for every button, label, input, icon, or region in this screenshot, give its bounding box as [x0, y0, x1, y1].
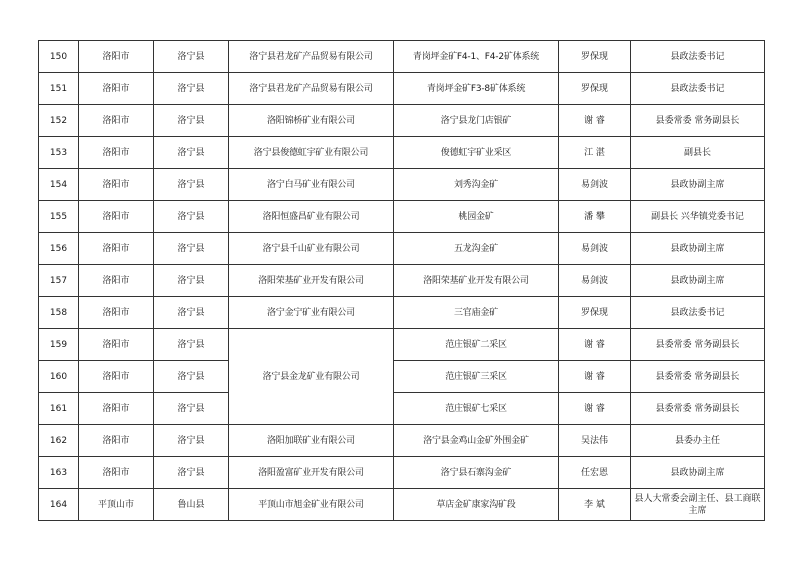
- cell-person: [559, 41, 631, 73]
- cell-person: [559, 425, 631, 457]
- cell-person: [559, 233, 631, 265]
- cell-person-text: 易剑波: [580, 179, 608, 190]
- cell-person: [559, 137, 631, 169]
- table-row: [39, 233, 765, 265]
- table-row: [39, 137, 765, 169]
- cell-mine: [394, 297, 559, 329]
- cell-company: [229, 457, 394, 489]
- cell-county: [154, 169, 229, 201]
- cell-city-text: 洛阳市: [102, 211, 130, 222]
- table-row: [39, 73, 765, 105]
- table-row: [39, 169, 765, 201]
- cell-position-text: 县政法委书记: [670, 83, 725, 94]
- cell-position: [631, 425, 765, 457]
- cell-city: [79, 297, 154, 329]
- cell-county: [154, 425, 229, 457]
- cell-no: [39, 297, 79, 329]
- cell-no: [39, 137, 79, 169]
- cell-mine: [394, 233, 559, 265]
- cell-city: [79, 73, 154, 105]
- table-row: [39, 105, 765, 137]
- table-row: [39, 265, 765, 297]
- cell-mine: [394, 105, 559, 137]
- cell-position-text: 县委办主任: [674, 435, 720, 446]
- cell-person: [559, 169, 631, 201]
- mine-responsibility-table: [38, 40, 765, 521]
- cell-company-text: 洛宁县千山矿业有限公司: [262, 243, 360, 254]
- cell-person-text: 潘 攀: [584, 211, 605, 222]
- cell-city-text: 洛阳市: [102, 435, 130, 446]
- cell-company-text: 洛阳锦桥矿业有限公司: [266, 115, 355, 126]
- table-row: [39, 425, 765, 457]
- cell-person-text: 谢 睿: [584, 371, 605, 382]
- cell-mine-text: 洛宁县石寨沟金矿: [440, 467, 512, 478]
- cell-position: [631, 361, 765, 393]
- cell-mine-text: 五龙沟金矿: [453, 243, 498, 254]
- table-row: [39, 329, 765, 361]
- cell-position-text: 县委常委 常务副县长: [655, 403, 740, 414]
- cell-city: [79, 137, 154, 169]
- cell-city-text: 洛阳市: [102, 115, 130, 126]
- cell-position-text: 县政协副主席: [670, 243, 725, 254]
- cell-person: [559, 457, 631, 489]
- cell-person: [559, 265, 631, 297]
- cell-no-text: 158: [49, 307, 68, 318]
- cell-city-text: 洛阳市: [102, 403, 130, 414]
- cell-person: [559, 297, 631, 329]
- cell-mine-text: 范庄银矿七采区: [445, 403, 507, 414]
- table-row: [39, 361, 765, 393]
- cell-city: [79, 105, 154, 137]
- cell-county: [154, 489, 229, 521]
- cell-no-text: 150: [49, 51, 68, 62]
- cell-mine-text: 范庄银矿二采区: [445, 339, 507, 350]
- cell-no: [39, 489, 79, 521]
- cell-no: [39, 457, 79, 489]
- cell-county: [154, 105, 229, 137]
- document-page: [38, 40, 764, 521]
- cell-no-text: 162: [49, 435, 68, 446]
- cell-position: [631, 169, 765, 201]
- cell-city: [79, 265, 154, 297]
- cell-person-text: 吴法伟: [580, 435, 608, 446]
- cell-city: [79, 169, 154, 201]
- cell-position-text: 县委常委 常务副县长: [655, 339, 740, 350]
- cell-city: [79, 329, 154, 361]
- cell-position-text: 县委常委 常务副县长: [655, 115, 740, 126]
- cell-company-text: 洛阳盈富矿业开发有限公司: [258, 467, 364, 478]
- cell-city-text: 洛阳市: [102, 243, 130, 254]
- cell-person: [559, 489, 631, 521]
- cell-city-text: 平顶山市: [97, 499, 134, 510]
- cell-position: [631, 201, 765, 233]
- cell-company-text: 洛宁县君龙矿产品贸易有限公司: [249, 51, 373, 62]
- cell-person-text: 李 斌: [584, 499, 605, 510]
- table-row: [39, 393, 765, 425]
- cell-company-text: 洛宁金宁矿业有限公司: [266, 307, 355, 318]
- cell-county-text: 鲁山县: [177, 499, 205, 510]
- cell-no-text: 154: [49, 179, 68, 190]
- cell-no: [39, 393, 79, 425]
- cell-no-text: 163: [49, 467, 68, 478]
- table-row: [39, 201, 765, 233]
- cell-position-text: 县政协副主席: [670, 275, 725, 286]
- cell-person-text: 易剑波: [580, 243, 608, 254]
- cell-no-text: 156: [49, 243, 68, 254]
- cell-no: [39, 233, 79, 265]
- cell-company-text: 洛宁县俊德虹宇矿业有限公司: [253, 147, 369, 158]
- cell-mine-text: 洛宁县金鸡山金矿外围金矿: [423, 435, 529, 446]
- cell-city-text: 洛阳市: [102, 51, 130, 62]
- table-body: [39, 41, 765, 521]
- cell-company-text: 洛阳加联矿业有限公司: [266, 435, 355, 446]
- cell-mine: [394, 425, 559, 457]
- cell-county-text: 洛宁县: [177, 371, 205, 382]
- cell-position: [631, 489, 765, 521]
- cell-company: [229, 425, 394, 457]
- cell-person: [559, 201, 631, 233]
- cell-person-text: 谢 睿: [584, 403, 605, 414]
- cell-position-text: 县政法委书记: [670, 307, 725, 318]
- cell-no: [39, 169, 79, 201]
- cell-person-text: 罗保现: [580, 307, 608, 318]
- cell-no-text: 153: [49, 147, 68, 158]
- cell-city: [79, 457, 154, 489]
- cell-no-text: 155: [49, 211, 68, 222]
- cell-no: [39, 201, 79, 233]
- cell-county-text: 洛宁县: [177, 211, 205, 222]
- cell-county-text: 洛宁县: [177, 83, 205, 94]
- cell-no: [39, 41, 79, 73]
- cell-county-text: 洛宁县: [177, 179, 205, 190]
- cell-position-text: 副县长: [683, 147, 711, 158]
- cell-company: [229, 233, 394, 265]
- cell-company: [229, 297, 394, 329]
- cell-city: [79, 361, 154, 393]
- table-row: [39, 41, 765, 73]
- cell-mine-text: 洛阳荣基矿业开发有限公司: [423, 275, 529, 286]
- cell-county-text: 洛宁县: [177, 307, 205, 318]
- cell-position: [631, 297, 765, 329]
- cell-county-text: 洛宁县: [177, 467, 205, 478]
- cell-position: [631, 41, 765, 73]
- cell-city-text: 洛阳市: [102, 147, 130, 158]
- cell-city-text: 洛阳市: [102, 371, 130, 382]
- cell-city: [79, 425, 154, 457]
- cell-company: [229, 329, 394, 425]
- cell-person-text: 任宏恩: [580, 467, 608, 478]
- cell-no-text: 152: [49, 115, 68, 126]
- cell-no: [39, 265, 79, 297]
- cell-position: [631, 393, 765, 425]
- cell-county: [154, 265, 229, 297]
- cell-county: [154, 329, 229, 361]
- cell-person-text: 罗保现: [580, 83, 608, 94]
- cell-county: [154, 297, 229, 329]
- cell-no: [39, 425, 79, 457]
- cell-person: [559, 329, 631, 361]
- cell-county: [154, 137, 229, 169]
- cell-city-text: 洛阳市: [102, 83, 130, 94]
- cell-position-text: 县人大常委会副主任、县工商联主席: [634, 493, 761, 516]
- cell-mine: [394, 265, 559, 297]
- cell-mine: [394, 137, 559, 169]
- cell-mine: [394, 457, 559, 489]
- cell-person: [559, 393, 631, 425]
- cell-mine: [394, 73, 559, 105]
- cell-person-text: 谢 睿: [584, 115, 605, 126]
- cell-no-text: 157: [49, 275, 68, 286]
- cell-position: [631, 73, 765, 105]
- cell-company-text: 平顶山市旭金矿业有限公司: [258, 499, 364, 510]
- cell-county-text: 洛宁县: [177, 115, 205, 126]
- cell-mine-text: 范庄银矿三采区: [445, 371, 507, 382]
- cell-mine: [394, 201, 559, 233]
- cell-person: [559, 105, 631, 137]
- cell-position: [631, 329, 765, 361]
- cell-company: [229, 41, 394, 73]
- cell-city: [79, 201, 154, 233]
- cell-mine-text: 草店金矿康家沟矿段: [436, 499, 516, 510]
- cell-mine-text: 俊德虹宇矿业采区: [440, 147, 512, 158]
- cell-county-text: 洛宁县: [177, 51, 205, 62]
- cell-city-text: 洛阳市: [102, 467, 130, 478]
- cell-county: [154, 393, 229, 425]
- cell-company: [229, 137, 394, 169]
- cell-company: [229, 201, 394, 233]
- cell-city: [79, 233, 154, 265]
- cell-no: [39, 73, 79, 105]
- cell-mine-text: 青岗坪金矿F4-1、F4-2矿体系统: [412, 51, 540, 62]
- cell-company-text: 洛宁白马矿业有限公司: [266, 179, 355, 190]
- cell-person-text: 谢 睿: [584, 339, 605, 350]
- cell-position: [631, 105, 765, 137]
- cell-county-text: 洛宁县: [177, 243, 205, 254]
- cell-mine: [394, 361, 559, 393]
- cell-city-text: 洛阳市: [102, 179, 130, 190]
- cell-mine-text: 青岗坪金矿F3-8矿体系统: [426, 83, 526, 94]
- cell-company: [229, 169, 394, 201]
- cell-city: [79, 393, 154, 425]
- cell-county-text: 洛宁县: [177, 275, 205, 286]
- cell-company-text: 洛宁县金龙矿业有限公司: [262, 371, 360, 382]
- cell-position-text: 县政法委书记: [670, 51, 725, 62]
- cell-mine-text: 桃园金矿: [458, 211, 494, 222]
- table-row: [39, 457, 765, 489]
- cell-county-text: 洛宁县: [177, 147, 205, 158]
- cell-mine: [394, 393, 559, 425]
- cell-county: [154, 201, 229, 233]
- cell-city-text: 洛阳市: [102, 339, 130, 350]
- cell-person-text: 易剑波: [580, 275, 608, 286]
- cell-mine: [394, 41, 559, 73]
- cell-no: [39, 361, 79, 393]
- table-row: [39, 489, 765, 521]
- cell-position-text: 副县长 兴华镇党委书记: [651, 211, 744, 222]
- cell-company: [229, 73, 394, 105]
- cell-county: [154, 457, 229, 489]
- cell-mine-text: 洛宁县龙门店银矿: [440, 115, 512, 126]
- cell-mine: [394, 489, 559, 521]
- cell-position: [631, 137, 765, 169]
- cell-county-text: 洛宁县: [177, 339, 205, 350]
- cell-county-text: 洛宁县: [177, 435, 205, 446]
- cell-person: [559, 361, 631, 393]
- cell-position: [631, 233, 765, 265]
- cell-position-text: 县政协副主席: [670, 467, 725, 478]
- cell-company-text: 洛阳荣基矿业开发有限公司: [258, 275, 364, 286]
- cell-mine-text: 三官庙金矿: [453, 307, 498, 318]
- table-row: [39, 297, 765, 329]
- cell-no-text: 160: [49, 371, 68, 382]
- cell-position: [631, 265, 765, 297]
- cell-city: [79, 41, 154, 73]
- cell-county: [154, 361, 229, 393]
- cell-county: [154, 41, 229, 73]
- cell-company: [229, 489, 394, 521]
- cell-mine-text: 刘秀沟金矿: [453, 179, 498, 190]
- cell-company: [229, 105, 394, 137]
- cell-no-text: 164: [49, 499, 68, 510]
- cell-company-text: 洛阳恒盛昌矿业有限公司: [262, 211, 360, 222]
- cell-mine: [394, 169, 559, 201]
- cell-city: [79, 489, 154, 521]
- cell-no-text: 159: [49, 339, 68, 350]
- cell-county: [154, 233, 229, 265]
- cell-position: [631, 457, 765, 489]
- cell-person-text: 罗保现: [580, 51, 608, 62]
- cell-county: [154, 73, 229, 105]
- cell-city-text: 洛阳市: [102, 275, 130, 286]
- cell-no: [39, 329, 79, 361]
- cell-person-text: 江 湛: [584, 147, 605, 158]
- cell-company-text: 洛宁县君龙矿产品贸易有限公司: [249, 83, 373, 94]
- cell-no-text: 151: [49, 83, 68, 94]
- cell-position-text: 县政协副主席: [670, 179, 725, 190]
- cell-mine: [394, 329, 559, 361]
- cell-city-text: 洛阳市: [102, 307, 130, 318]
- cell-position-text: 县委常委 常务副县长: [655, 371, 740, 382]
- cell-county-text: 洛宁县: [177, 403, 205, 414]
- cell-person: [559, 73, 631, 105]
- cell-company: [229, 265, 394, 297]
- cell-no: [39, 105, 79, 137]
- cell-no-text: 161: [49, 403, 68, 414]
